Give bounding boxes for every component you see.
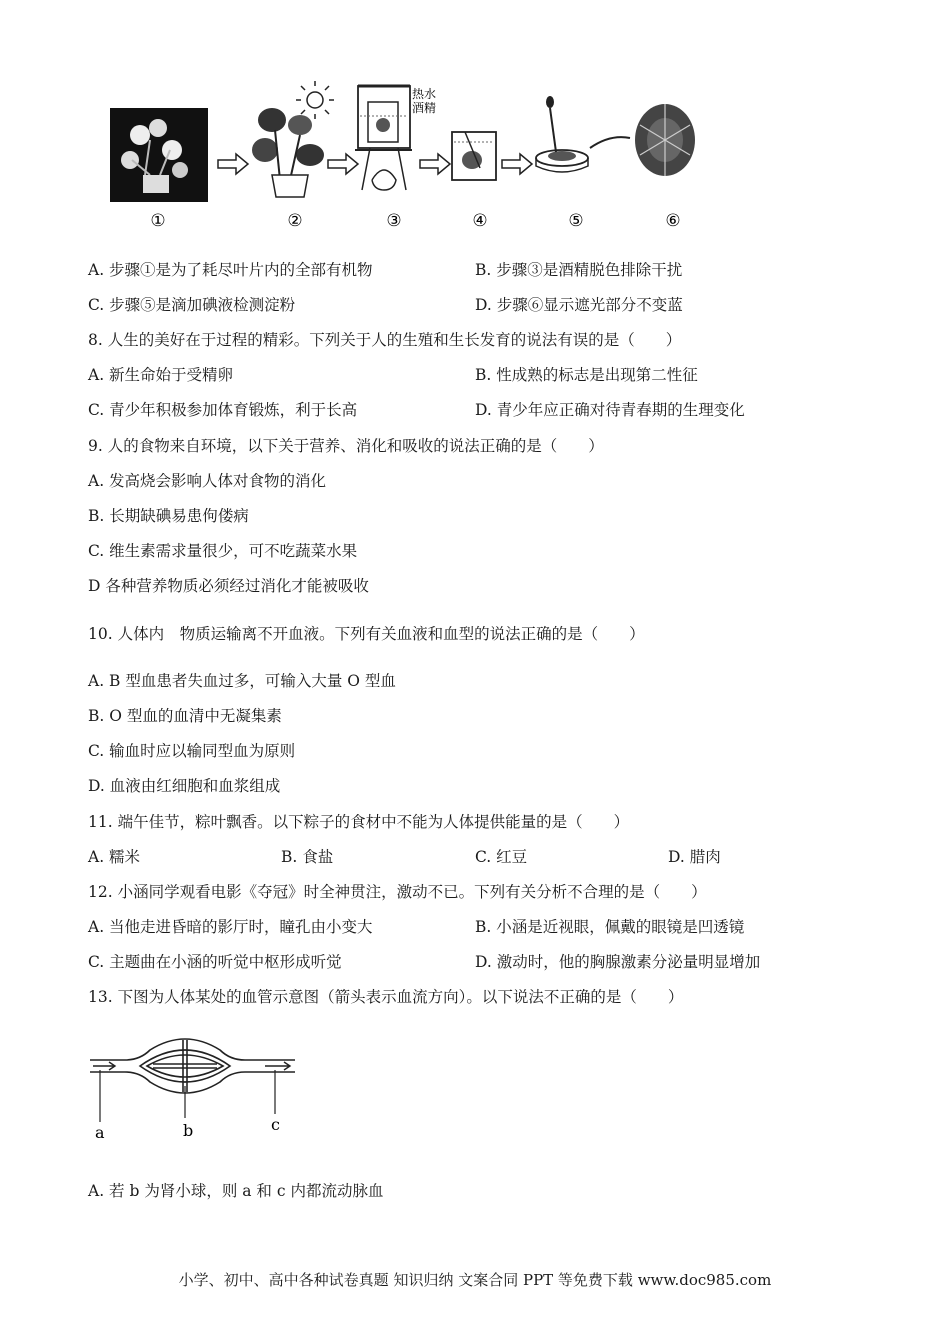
- step1-dark-plant-image: [110, 108, 208, 202]
- label-b: b: [183, 1121, 194, 1140]
- label-c: c: [271, 1115, 280, 1134]
- label-a: a: [95, 1123, 105, 1142]
- q11-option-c: C. 红豆: [475, 848, 528, 866]
- step4-rinse-image: [452, 132, 496, 180]
- q11-option-a: A. 糯米: [88, 848, 141, 866]
- hot-water-label: 热水: [412, 87, 437, 101]
- q12-stem: 12. 小涵同学观看电影《夺冠》时全神贯注，激动不已。下列有关分析不合理的是（ ）: [88, 883, 707, 901]
- arrow-icon: [265, 1062, 290, 1070]
- step-label: ①: [150, 211, 166, 230]
- experiment-steps-figure: [100, 80, 720, 230]
- q9-option-a: A. 发高烧会影响人体对食物的消化: [88, 472, 327, 490]
- q8-option-c: C. 青少年积极参加体育锻炼，利于长高: [88, 401, 358, 419]
- q8-option-d: D. 青少年应正确对待青春期的生理变化: [475, 401, 745, 419]
- q9-option-c: C. 维生素需求量很少，可不吃蔬菜水果: [88, 542, 358, 560]
- arrow-icon: [93, 1062, 115, 1070]
- q10-option-c: C. 输血时应以输同型血为原则: [88, 742, 296, 760]
- q13-stem: 13. 下图为人体某处的血管示意图（箭头表示血流方向）。以下说法不正确的是（ ）: [88, 988, 684, 1006]
- step6-leaf-image: [635, 104, 695, 176]
- step-label: ④: [472, 211, 488, 230]
- arrow-icon: [502, 154, 532, 174]
- q7-option-a: A. 步骤①是为了耗尽叶片内的全部有机物: [88, 261, 373, 279]
- arrow-icon: [590, 137, 630, 148]
- q10-option-b: B. O 型血的血清中无凝集素: [88, 707, 282, 725]
- arrow-icon: [328, 154, 358, 174]
- step3-heating-image: [355, 86, 436, 190]
- step2-sunlit-plant-image: [252, 81, 334, 197]
- q9-stem: 9. 人的食物来自环境，以下关于营养、消化和吸收的说法正确的是（ ）: [88, 437, 604, 455]
- step-label: ③: [386, 211, 402, 230]
- q7-option-d: D. 步骤⑥显示遮光部分不变蓝: [475, 296, 683, 314]
- blood-vessel-diagram: [85, 1030, 315, 1145]
- step-label: ⑤: [568, 211, 584, 230]
- q12-option-c: C. 主题曲在小涵的听觉中枢形成听觉: [88, 953, 342, 971]
- q12-option-d: D. 激动时，他的胸腺激素分泌量明显增加: [475, 953, 761, 971]
- q11-option-b: B. 食盐: [281, 848, 334, 866]
- step-labels: [150, 211, 680, 230]
- q12-option-b: B. 小涵是近视眼，佩戴的眼镜是凹透镜: [475, 918, 745, 936]
- q13-option-a: A. 若 b 为肾小球，则 a 和 c 内都流动脉血: [88, 1182, 384, 1200]
- q12-option-a: A. 当他走进昏暗的影厅时，瞳孔由小变大: [88, 918, 373, 936]
- step-label: ⑥: [665, 211, 681, 230]
- step-label: ②: [287, 211, 303, 230]
- q10-stem: 10. 人体内 物质运输离不开血液。下列有关血液和血型的说法正确的是（ ）: [88, 625, 645, 643]
- arrow-icon: [218, 154, 248, 174]
- q10-option-a: A. B 型血患者失血过多，可输入大量 O 型血: [88, 672, 396, 690]
- q7-option-c: C. 步骤⑤是滴加碘液检测淀粉: [88, 296, 296, 314]
- step5-iodine-drop-image: [536, 96, 588, 172]
- q9-option-b: B. 长期缺碘易患佝偻病: [88, 507, 249, 525]
- q7-option-b: B. 步骤③是酒精脱色排除干扰: [475, 261, 683, 279]
- q11-stem: 11. 端午佳节，粽叶飘香。以下粽子的食材中不能为人体提供能量的是（ ）: [88, 813, 630, 831]
- alcohol-label: 酒精: [412, 101, 437, 115]
- q8-stem: 8. 人生的美好在于过程的精彩。下列关于人的生殖和生长发育的说法有误的是（ ）: [88, 331, 682, 349]
- arrow-icon: [420, 154, 450, 174]
- q11-option-d: D. 腊肉: [668, 848, 721, 866]
- q8-option-a: A. 新生命始于受精卵: [88, 366, 234, 384]
- q8-option-b: B. 性成熟的标志是出现第二性征: [475, 366, 698, 384]
- q10-option-d: D. 血液由红细胞和血浆组成: [88, 777, 281, 795]
- page-footer: 小学、初中、高中各种试卷真题 知识归纳 文案合同 PPT 等免费下载 www.doc985.com: [178, 1271, 772, 1289]
- q9-option-d: D 各种营养物质必须经过消化才能被吸收: [88, 577, 369, 595]
